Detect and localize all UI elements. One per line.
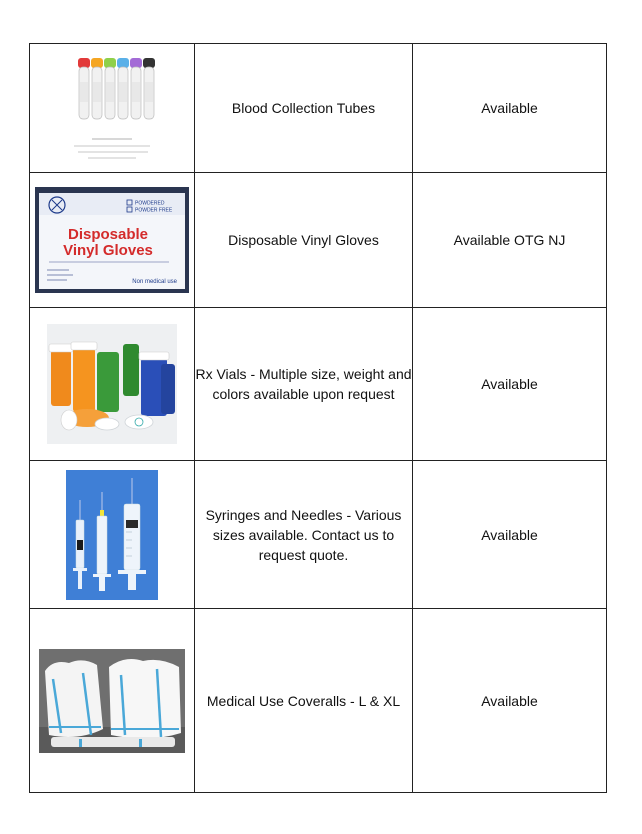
availability-status: Available — [413, 461, 607, 609]
product-image-cell — [30, 308, 195, 461]
syringes-image — [66, 470, 158, 600]
availability-status: Available OTG NJ — [413, 173, 607, 308]
availability-status: Available — [413, 609, 607, 793]
table-row — [30, 461, 607, 609]
product-name: Blood Collection Tubes — [195, 44, 413, 173]
product-image-cell — [30, 173, 195, 308]
vinyl-gloves-box-image — [35, 187, 189, 293]
coveralls-image — [39, 649, 185, 753]
availability-status: Available — [413, 44, 607, 173]
svg-text:Non medical use: Non medical use — [132, 279, 177, 285]
product-name: Disposable Vinyl Gloves — [195, 173, 413, 308]
table-row — [30, 173, 607, 308]
table-row — [30, 609, 607, 793]
product-image-cell — [30, 461, 195, 609]
table-row — [30, 44, 607, 173]
blood-collection-tubes-image — [52, 52, 172, 164]
product-image-cell — [30, 609, 195, 793]
product-name: Medical Use Coveralls - L & XL — [195, 609, 413, 793]
table-row — [30, 308, 607, 461]
svg-text:Vinyl Gloves: Vinyl Gloves — [63, 242, 153, 259]
availability-status: Available — [413, 308, 607, 461]
product-name: Rx Vials - Multiple size, weight and colors available upon request — [195, 308, 413, 461]
product-name: Syringes and Needles - Various sizes available. Contact us to request quote. — [195, 461, 413, 609]
svg-text:POWDERED: POWDERED — [135, 200, 165, 207]
rx-vials-image — [47, 324, 177, 444]
svg-text:POWDER FREE: POWDER FREE — [135, 207, 173, 214]
product-image-cell — [30, 44, 195, 173]
product-table — [29, 43, 607, 793]
svg-text:Disposable: Disposable — [67, 226, 149, 243]
